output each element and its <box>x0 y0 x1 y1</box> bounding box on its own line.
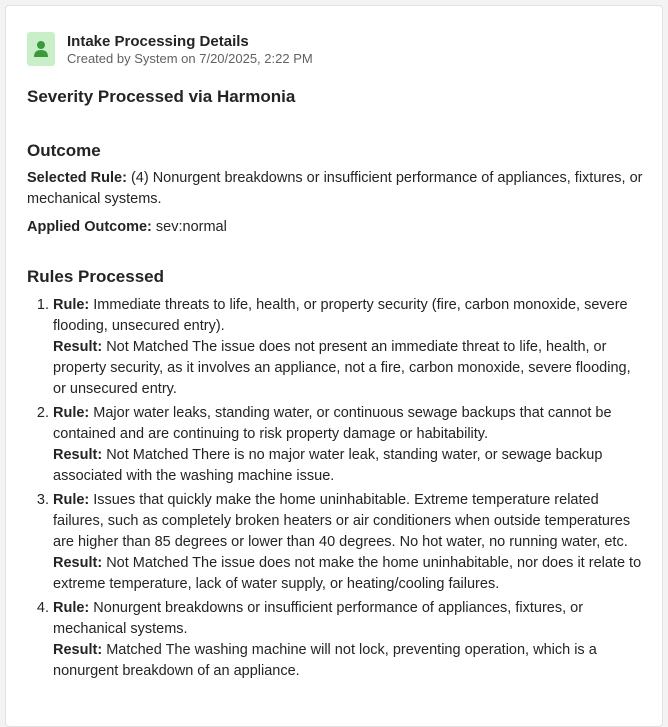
selected-rule <box>27 168 643 210</box>
rules-processed-heading: Rules Processed <box>27 267 165 286</box>
rule-text: Immediate threats to life, health, or property security (fire, carbon monoxide, severe flooding, unsecured entry). <box>53 297 628 334</box>
result-text: Not Matched The issue does not present an immediate threat to life, health, or property security, as it involves an appliance, not a fire, carbon monoxide, severe flooding, or unsecured entry. <box>53 339 631 397</box>
intake-details-card <box>5 5 663 727</box>
outcome-heading: Outcome <box>27 141 101 160</box>
result-text: Matched The washing machine will not lock, preventing operation, which is a nonurgent breakdown of an appliance. <box>53 642 597 679</box>
header-title: Intake Processing Details <box>67 33 249 50</box>
result-label: Result: <box>53 555 103 571</box>
rule-text: Major water leaks, standing water, or continuous sewage backups that cannot be contained and are continuing to risk property damage or habitability. <box>53 405 612 442</box>
person-icon <box>27 32 55 66</box>
list-item <box>53 490 643 595</box>
result-label: Result: <box>53 447 103 463</box>
applied-outcome-label: Applied Outcome: <box>27 219 152 235</box>
rule-label: Rule: <box>53 600 90 616</box>
rule-label: Rule: <box>53 405 90 421</box>
rule-text: Nonurgent breakdowns or insufficient performance of appliances, fixtures, or mechanical systems. <box>53 600 584 637</box>
applied-outcome-value: sev:normal <box>155 219 227 235</box>
list-item <box>53 403 643 487</box>
rule-label: Rule: <box>53 297 90 313</box>
result-text: Not Matched There is no major water leak, standing water, or sewage backup associated with the washing machine issue. <box>53 447 603 484</box>
result-label: Result: <box>53 339 103 355</box>
rule-label: Rule: <box>53 492 90 508</box>
rule-text: Issues that quickly make the home uninhabitable. Extreme temperature related failures, such as completely broken heaters or air conditioners when outside temperatures are higher than 85 degrees or lower than 40 degrees. No hot water, no running water, etc. <box>53 492 631 550</box>
page-title: Severity Processed via Harmonia <box>27 87 296 106</box>
card-header <box>27 30 313 67</box>
header-subtitle: Created by System on 7/20/2025, 2:22 PM <box>67 51 313 66</box>
card-body <box>27 86 643 685</box>
selected-rule-label: Selected Rule: <box>27 170 127 186</box>
list-item <box>53 598 643 682</box>
result-label: Result: <box>53 642 103 658</box>
selected-rule-value: (4) Nonurgent breakdowns or insufficient performance of appliances, fixtures, or mechanical systems. <box>27 170 643 207</box>
header-text <box>67 30 313 67</box>
list-item <box>53 295 643 400</box>
rules-list <box>27 295 643 682</box>
applied-outcome <box>27 217 643 238</box>
result-text: Not Matched The issue does not make the home uninhabitable, nor does it relate to extreme temperature, lack of water supply, or heating/cooling failures. <box>53 555 642 592</box>
